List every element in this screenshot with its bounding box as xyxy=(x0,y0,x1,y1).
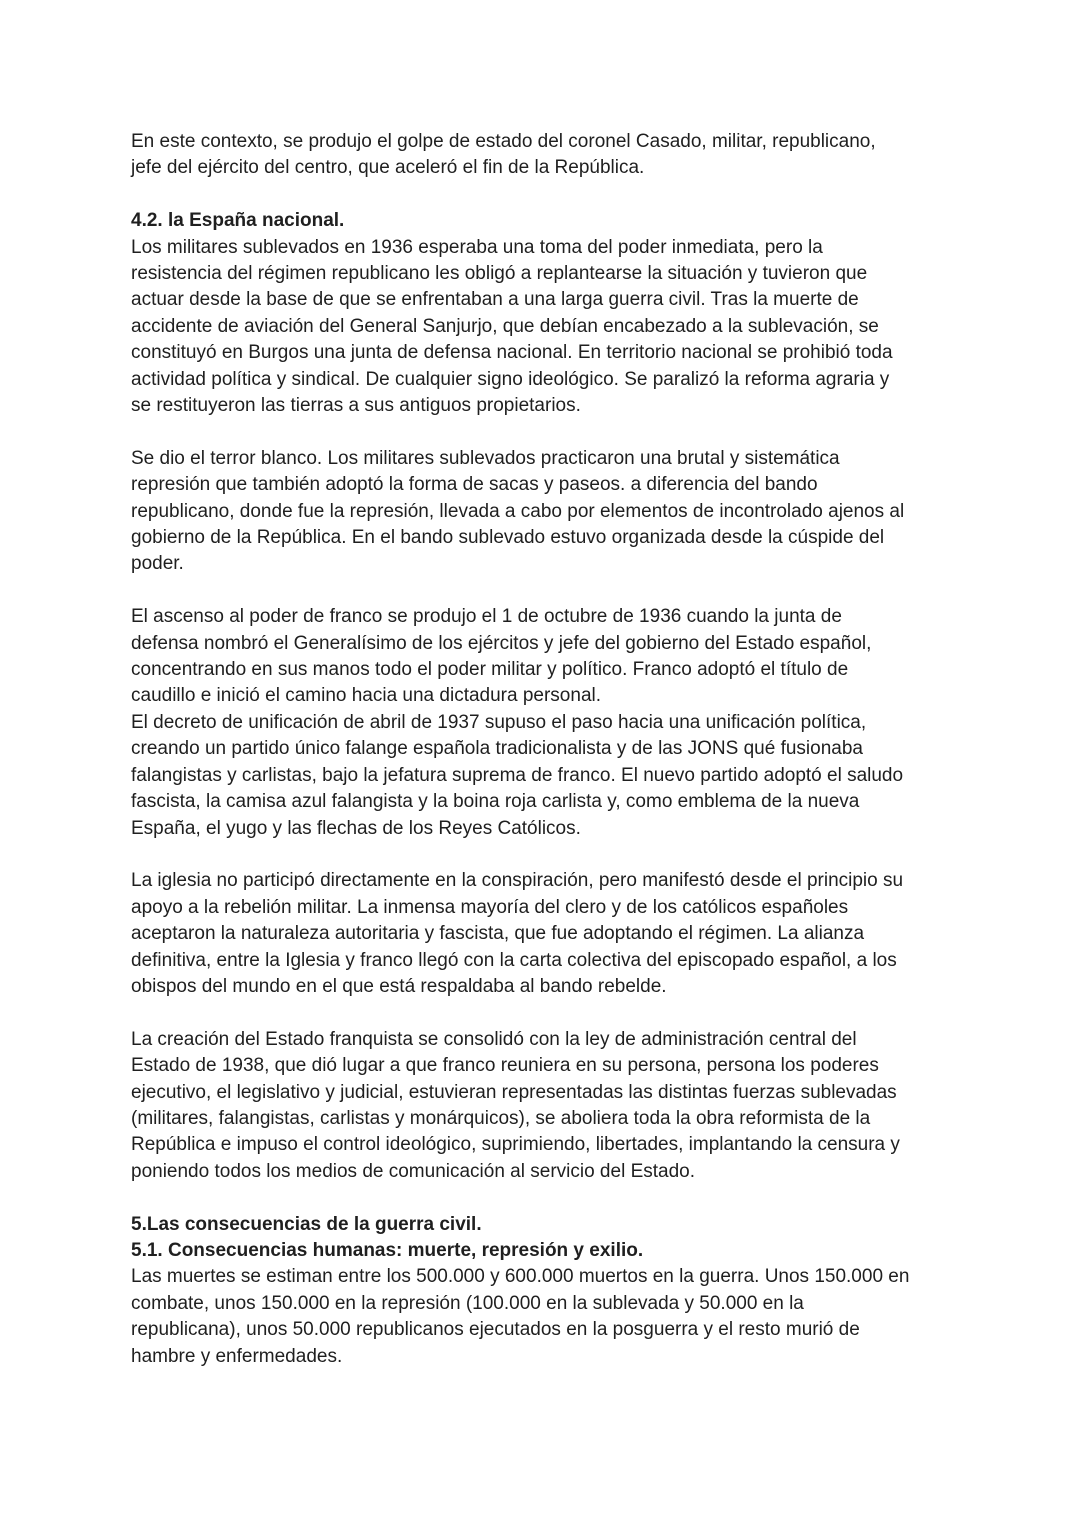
paragraph-gap xyxy=(131,1000,961,1026)
paragraph-ascenso-franco: El ascenso al poder de franco se produjo el 1 de octubre de 1936 cuando la junta de defensa nombró el Generalísimo de los ejércitos y jefe del gobierno del Estado español, concentrando en sus manos todo el poder militar y político. Franco adoptó el título de caudillo e inició el camino hacia una dictadura personal. xyxy=(131,606,872,707)
paragraph-iglesia: La iglesia no participó directamente en la conspiración, pero manifestó desde el principio su apoyo a la rebelión militar. La inmensa mayoría del clero y de los católicos españoles aceptaron la naturaleza autoritaria y fascista, que fue adoptando el régimen. La alianza definitiva, entre la Iglesia y franco llegó con la carta colectiva del episcopado español, a los obispos del mundo en el que está respaldaba al bando rebelde. xyxy=(131,870,904,997)
paragraph-gap xyxy=(131,842,961,868)
paragraph-sublevados: Los militares sublevados en 1936 esperaba una toma del poder inmediata, pero la resistencia del régimen republicano les obligó a replantearse la situación y tuvieron que actuar desde la base de que se enfrentaban a una larga guerra civil. Tras la muerte de accidente de aviación del General Sanjurjo, que debían encabezado a la sublevación, se constituyó en Burgos una junta de defensa nacional. En territorio nacional se prohibió toda actividad política y sindical. De cualquier signo ideológico. Se paralizó la reforma agraria y se restituyeron las tierras a sus antiguos propietarios. xyxy=(131,236,893,417)
paragraph-terror-blanco: Se dio el terror blanco. Los militares sublevados practicaron una brutal y sistemática represión que también adoptó la forma de sacas y paseos. a diferencia del bando republicano, donde fue la represión, llevada a cabo por elementos de incontrolado ajenos al gobierno de la República. En el bando sublevado estuvo organizada desde la cúspide del poder. xyxy=(131,447,905,575)
paragraph-decreto-unificacion: El decreto de unificación de abril de 1937 supuso el paso hacia una unificación política, creando un partido único falange española tradicionalista y de las JONS qué fusionaba falangistas y carlistas, bajo la jefatura suprema de franco. El nuevo partido adoptó el saludo fascista, la camisa azul falangista y la boina roja carlista y, como emblema de la nueva España, el yugo y las flechas de los Reyes Católicos. xyxy=(131,711,904,839)
paragraph-gap xyxy=(131,419,961,445)
paragraph-gap xyxy=(131,1185,961,1211)
paragraph-gap xyxy=(131,182,961,208)
paragraph-estado-franquista: La creación del Estado franquista se consolidó con la ley de administración central del Estado de 1938, que dió lugar a que franco reuniera en su persona, persona los poderes ejecutivo, el legislativo y judicial, estuvieran representadas las distintas fuerzas sublevadas (militares, falangistas, carlistas y monárquicos), se aboliera toda la obra reformista de la República e impuso el control ideológico, suprimiendo, libertades, implantando la censura y poniendo todos los medios de comunicación al servicio del Estado. xyxy=(131,1028,900,1182)
paragraph-gap xyxy=(131,578,961,604)
paragraph-casado-coup: En este contexto, se produjo el golpe de estado del coronel Casado, militar, republicano, jefe del ejército del centro, que aceleró el fin de la República. xyxy=(131,131,876,179)
section-heading-4-2: 4.2. la España nacional. xyxy=(131,210,345,232)
section-heading-5-1: 5.1. Consecuencias humanas: muerte, represión y exilio. xyxy=(131,1239,644,1261)
document-page xyxy=(131,129,961,1370)
section-heading-5: 5.Las consecuencias de la guerra civil. xyxy=(131,1213,482,1235)
paragraph-muertes: Las muertes se estiman entre los 500.000 y 600.000 muertos en la guerra. Unos 150.000 en combate, unos 150.000 en la represión (100.000 en la sublevada y 50.000 en la republicana), unos 50.000 republicanos ejecutados en la posguerra y el resto murió de hambre y enfermedades. xyxy=(131,1266,910,1367)
